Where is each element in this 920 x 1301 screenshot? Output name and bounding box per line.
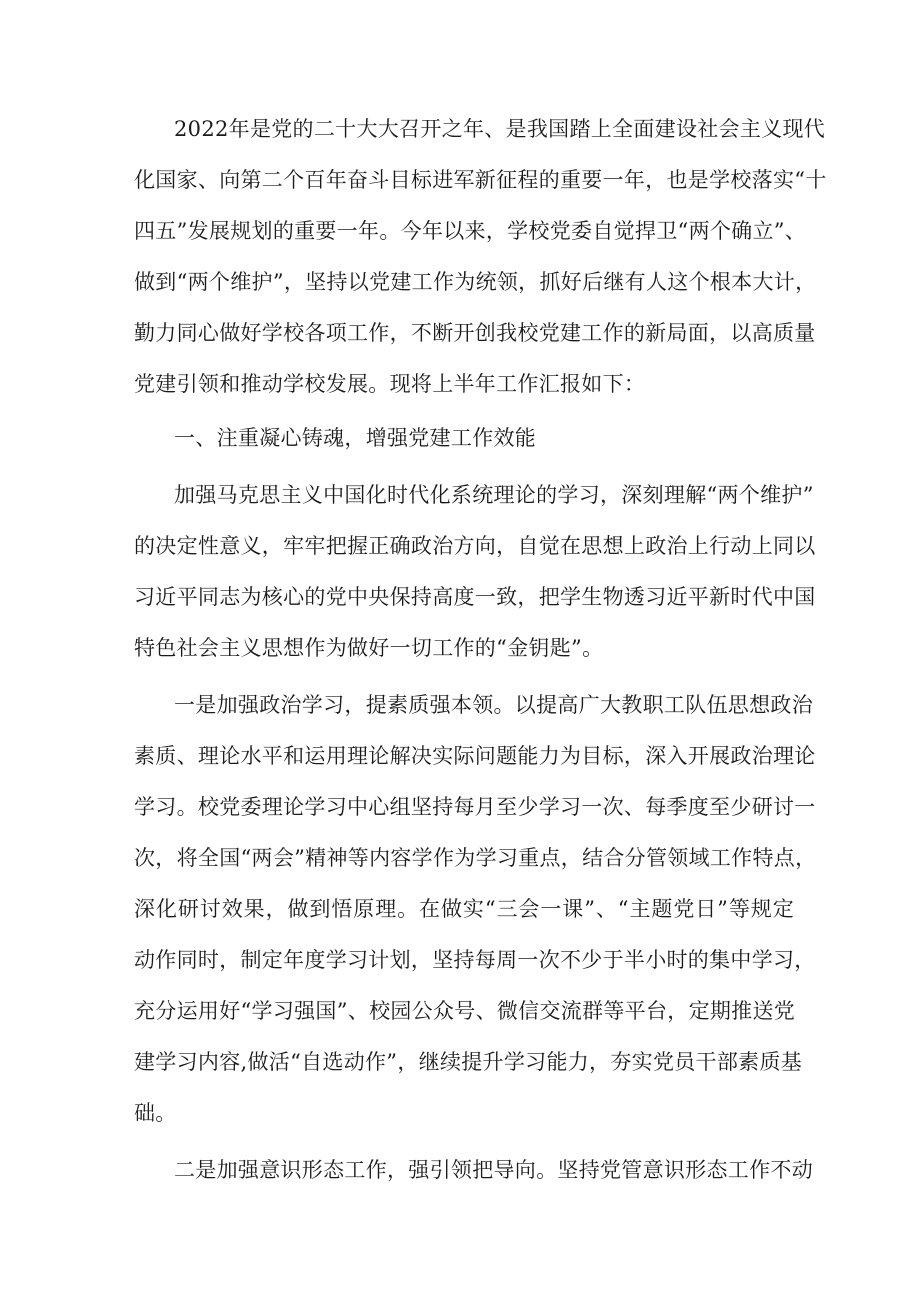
paragraph-2-line-4: 特色社会主义思想作为做好一切工作的“金钥匙”。: [134, 636, 604, 660]
paragraph-1-line-4: 做到“两个维护”，坚持以党建工作为统领，抓好后继有人这个根本大计，: [134, 270, 817, 294]
paragraph-3-line-5: 深化研讨效果，做到悟原理。在做实“三会一课”、“主题党日”等规定: [134, 897, 794, 921]
paragraph-3-line-8: 建学习内容,做活“自选动作”，继续提升学习能力，夯实党员干部素质基: [134, 1050, 803, 1074]
paragraph-3-line-3: 学习。校党委理论学习中心组坚持每月至少学习一次、每季度至少研讨一: [134, 795, 816, 819]
paragraph-3-line-2: 素质、理论水平和运用理论解决实际问题能力为目标，深入开展政治理论: [134, 744, 816, 768]
paragraph-1-line-5: 勤力同心做好学校各项工作，不断开创我校党建工作的新局面，以高质量: [134, 321, 816, 345]
paragraph-3-line-7: 充分运用好“学习强国”、校园公众号、微信交流群等平台，定期推送党: [134, 999, 796, 1023]
paragraph-2-line-1: 加强马克思主义中国化时代化系统理论的学习，深刻理解“两个维护”: [174, 483, 814, 507]
paragraph-1-line-2: 化国家、向第二个百年奋斗目标进军新征程的重要一年，也是学校落实“十: [134, 168, 827, 192]
paragraph-3-line-6: 动作同时，制定年度学习计划，坚持每周一次不少于半小时的集中学习，: [134, 948, 816, 972]
paragraph-3-line-1: 一是加强政治学习，提素质强本领。以提高广大教职工队伍思想政治: [174, 693, 813, 717]
paragraph-4-line-1: 二是加强意识形态工作，强引领把导向。坚持党管意识形态工作不动: [174, 1158, 813, 1182]
paragraph-2-line-2: 的决定性意义，牢牢把握正确政治方向，自觉在思想上政治上行动上同以: [134, 534, 816, 558]
paragraph-1-line-6: 党建引领和推动学校发展。现将上半年工作汇报如下：: [134, 372, 646, 396]
section-heading-1: 一、注重凝心铸魂，增强党建工作效能: [174, 426, 537, 450]
paragraph-1-line-1: 2022年是党的二十大大召开之年、是我国踏上全面建设社会主义现代: [174, 117, 826, 141]
paragraph-3-line-4: 次，将全国“两会”精神等内容学作为学习重点，结合分管领域工作特点，: [134, 846, 817, 870]
paragraph-2-line-3: 习近平同志为核心的党中央保持高度一致，把学生物透习近平新时代中国: [134, 585, 816, 609]
paragraph-1-line-3: 四五”发展规划的重要一年。今年以来，学校党委自觉捍卫“两个确立”、: [134, 219, 807, 243]
paragraph-3-line-9: 础。: [134, 1101, 177, 1125]
